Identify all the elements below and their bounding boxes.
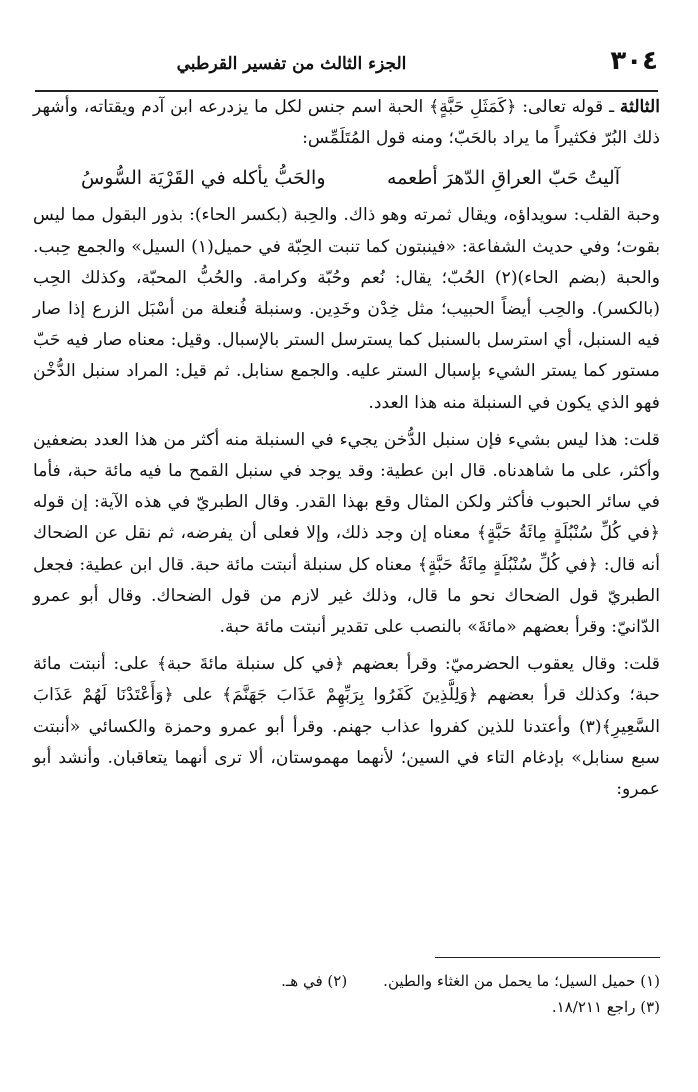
paragraph-1-text: ـ قوله تعالى: ﴿كَمَثَلِ حَبَّةٍ﴾ الحبة اسم جنس لكل ما يزدرعه ابن آدم ويقتاته، وأشهر ذلك البُرّ فكثيراً ما يراد بالحَبّ؛ ومنه قول المُتَلَمِّس: bbox=[33, 97, 660, 149]
page-header bbox=[35, 40, 658, 88]
main-text bbox=[33, 92, 660, 805]
footnote-1: (١) حميل السيل؛ ما يحمل من الغثاء والطين. bbox=[383, 972, 660, 990]
footnote-row bbox=[33, 994, 660, 1020]
section-lead-word: الثالثة bbox=[619, 97, 660, 117]
footnote-2: (٢) في هـ. bbox=[281, 972, 348, 990]
poetry-verse bbox=[33, 154, 660, 200]
paragraph-4: قلت: وقال يعقوب الحضرميّ: وقرأ بعضهم ﴿في كل سنبلة مائةَ حبة﴾ على: أنبتت مائة حبة؛ وكذلك قرأ بعضهم ﴿وَلِلَّذِينَ كَفَرُوا بِرَبِّهِمْ عَذَابَ جَهَنَّمَ﴾ على ﴿وَأَعْتَدْنَا لَهُمْ عَذَابَ السَّعِيرِ﴾(٣) وأعتدنا للذين كفروا عذاب جهنم. وقرأ أبو عمرو وحمزة والكسائي «أنبتت سبع سنابل» بإدغام التاء في السين؛ لأنهما مهموستان، ألا ترى أنهما يتعاقبان. وأنشد أبو عمرو: bbox=[33, 654, 660, 800]
footnote-3: (٣) راجع ١٨/٢١١. bbox=[551, 998, 660, 1016]
verse-first-hemistich: آليتُ حَبّ العراقِ الدّهرَ أطعمه bbox=[386, 167, 620, 190]
page-number: ٣٠٤ bbox=[610, 46, 658, 76]
footnotes bbox=[33, 968, 660, 1020]
footnote-row bbox=[33, 968, 660, 994]
verse-second-hemistich: والحَبُّ يأكله في القَرْيَة السُّوسُ bbox=[81, 167, 326, 190]
paragraph-1 bbox=[33, 92, 660, 154]
footnote-rule bbox=[435, 957, 660, 958]
running-title: الجزء الثالث من تفسير القرطبي bbox=[176, 54, 407, 74]
paragraph-2: وحبة القلب: سويداؤه، ويقال ثمرته وهو ذاك. والحِبة (بكسر الحاء): بذور البقول مما ليس بقوت؛ وفي حديث الشفاعة: «فينبتون كما تنبت الحِبّة في حميل(١) السيل» والجمع حِبب. والحبة (بضم الحاء)(٢) الحُبّ؛ يقال: نُعم وحُبّة وكرامة. والحُبُّ المحبّة، وكذلك الحِب (بالكسر). والحِب أيضاً الحبيب؛ مثل خِدْن وخَدِين. وسنبلة فُنعلة من أسْبَل الزرع إذا صار فيه السنبل، أي استرسل بالسنبل كما يسترسل الستر بالإسبال. وقيل: معناه صار فيه حَبّ مستور كما يستر الشيء بإسبال الستر عليه. والجمع سنابل. ثم قيل: المراد سنبل الدُّخْن فهو الذي يكون في السنبلة منه هذا العدد. bbox=[33, 205, 660, 413]
paragraph-3: قلت: هذا ليس بشيء فإن سنبل الدُّخن يجيء في السنبلة منه أكثر من هذا العدد بضعفين وأكثر، على ما شاهدناه. قال ابن عطية: وقد يوجد في سنبل القمح ما فيه مائة حبة، فأما في سائر الحبوب فأكثر ولكن المثال وقع بهذا القدر. وقال الطبريّ في هذه الآية: إن قوله ﴿في كُلِّ سُنْبُلَةٍ مِائَةُ حَبَّةٍ﴾ معناه إن وجد ذلك، وإلا فعلى أن يفرضه، ثم نقل عن الضحاك أنه قال: ﴿في كُلِّ سُنْبُلَةٍ مِائَةُ حَبَّةٍ﴾ معناه كل سنبلة أنبتت مائة حبة. قال ابن عطية: فجعل الطبريّ قول الضحاك نحو ما قال، وذلك غير لازم من قول الضحاك. وقال أبو عمرو الدّانيّ: وقرأ بعضهم «مائةَ» بالنصب على تقدير أنبتت مائة حبة. bbox=[33, 429, 660, 638]
